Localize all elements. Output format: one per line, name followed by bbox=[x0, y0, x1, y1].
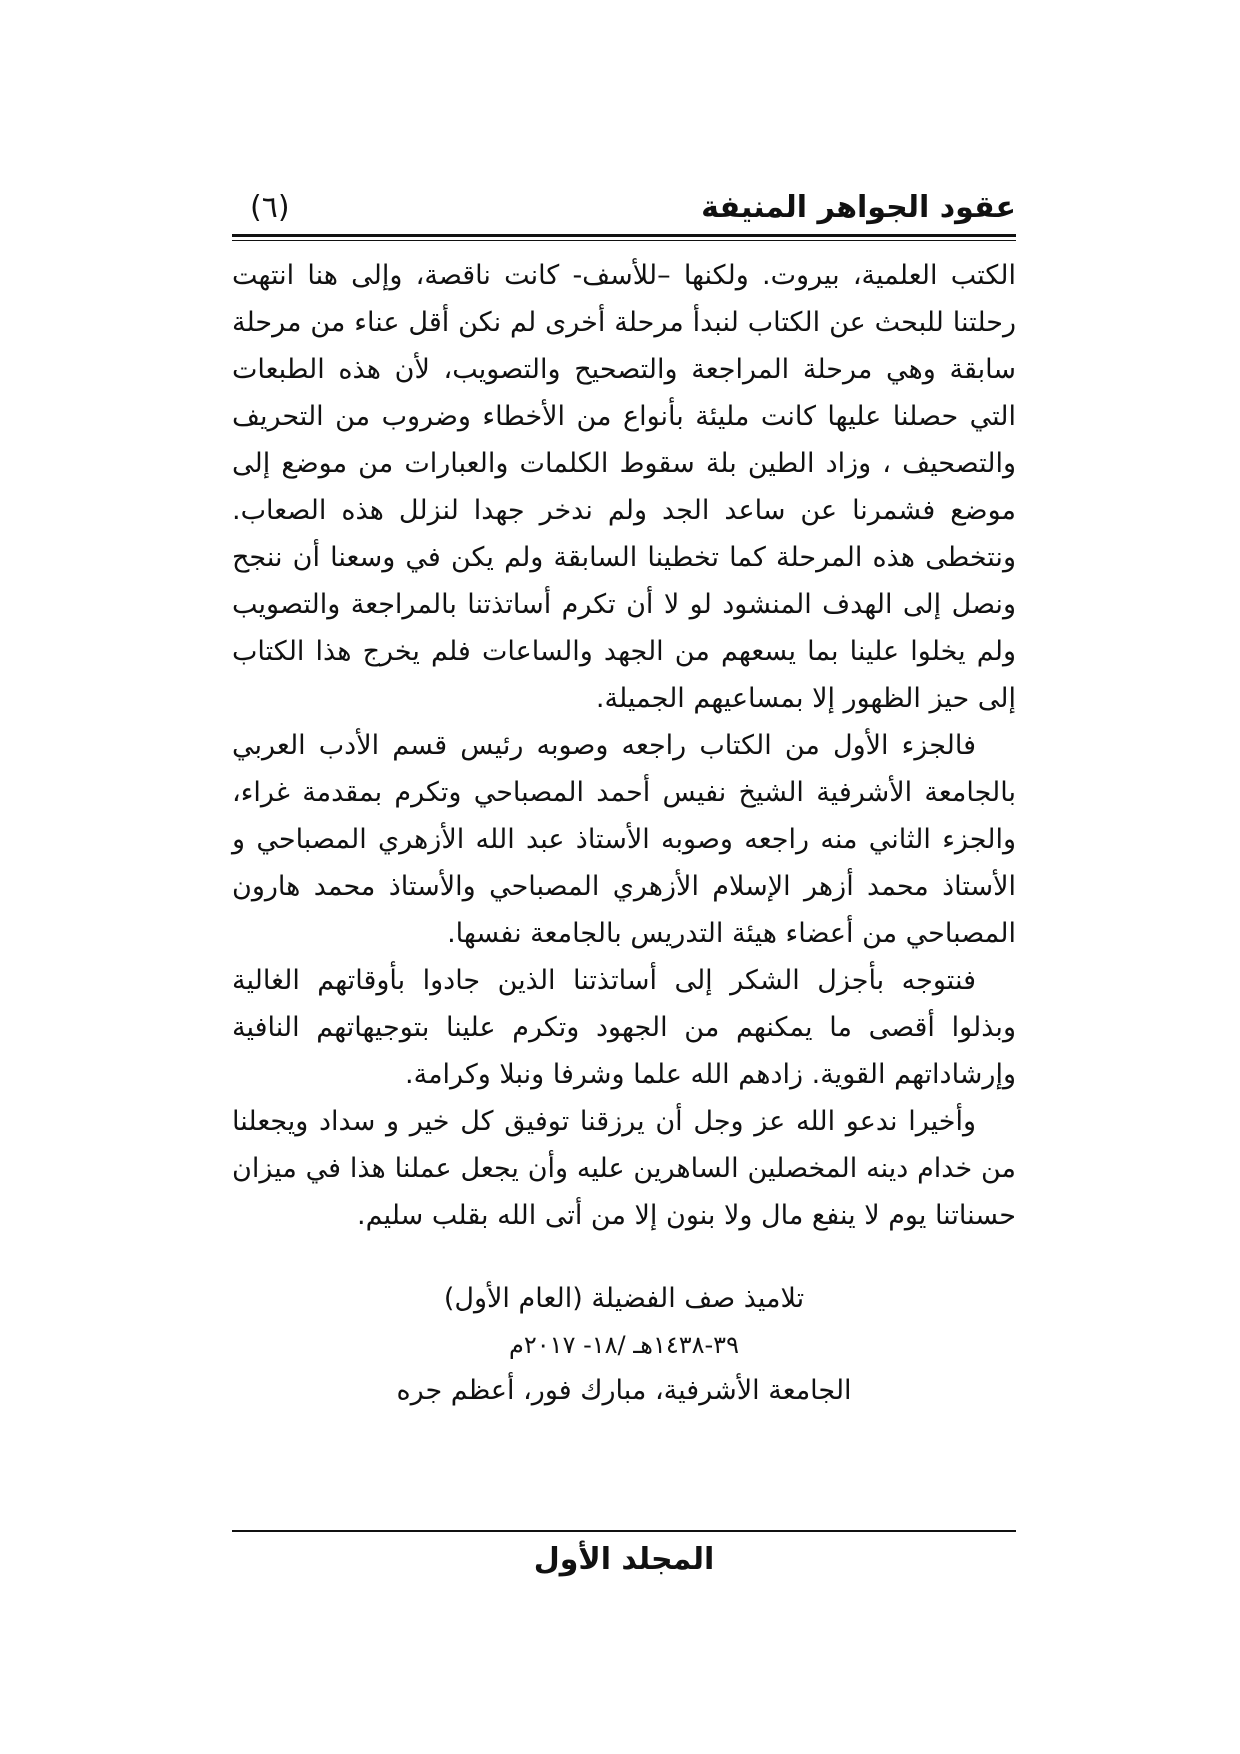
footer-rule bbox=[232, 1530, 1016, 1532]
signature-block bbox=[232, 1276, 1016, 1414]
body-text bbox=[232, 252, 1016, 1239]
signature-place: الجامعة الأشرفية، مبارك فور، أعظم جره bbox=[396, 1375, 852, 1406]
volume-label: المجلد الأول bbox=[533, 1542, 715, 1577]
paragraph: فنتوجه بأجزل الشكر إلى أساتذتنا الذين جادوا بأوقاتهم الغالية وبذلوا أقصى ما يمكنهم من الجهود وتكرم علينا بتوجيهاتهم النافية وإرشاداتهم القوية. زادهم الله علما وشرفا ونبلا وكرامة. bbox=[232, 965, 1016, 1090]
header-rule-thick bbox=[232, 234, 1016, 237]
paragraph: وأخيرا ندعو الله عز وجل أن يرزقنا توفيق كل خير و سداد ويجعلنا من خدام دينه المخصلين الساهرين عليه وأن يجعل عملنا هذا في ميزان حسناتنا يوم لا ينفع مال ولا بنون إلا من أتى الله بقلب سليم. bbox=[232, 1106, 1016, 1231]
page-number: (٦) bbox=[250, 190, 290, 225]
page-header bbox=[232, 185, 1016, 231]
book-title: عقود الجواهر المنيفة bbox=[701, 190, 1016, 225]
paragraph: فالجزء الأول من الكتاب راجعه وصوبه رئيس قسم الأدب العربي بالجامعة الأشرفية الشيخ نفيس أحمد المصباحي وتكرم بمقدمة غراء، والجزء الثاني منه راجعه وصوبه الأستاذ عبد الله الأزهري المصباحي و الأستاذ محمد أزهر الإسلام الأزهري المصباحي والأستاذ محمد هارون المصباحي من أعضاء هيئة التدريس بالجامعة نفسها. bbox=[232, 730, 1016, 949]
signature-date: ٣٩-١٤٣٨هـ /١٨- ٢٠١٧م bbox=[509, 1331, 739, 1359]
paragraph: الكتب العلمية، بيروت. ولكنها –للأسف- كانت ناقصة، وإلى هنا انتهت رحلتنا للبحث عن الكتاب لنبدأ مرحلة أخرى لم نكن أقل عناء من مرحلة سابقة وهي مرحلة المراجعة والتصحيح والتصويب، لأن هذه الطبعات التي حصلنا عليها كانت مليئة بأنواع من الأخطاء وضروب من التحريف والتصحيف ، وزاد الطين بلة سقوط الكلمات والعبارات من موضع إلى موضع فشمرنا عن ساعد الجد ولم ندخر جهدا لنزلل هذه الصعاب. ونتخطى هذه المرحلة كما تخطينا السابقة ولم يكن في وسعنا أن ننجح ونصل إلى الهدف المنشود لو لا أن تكرم أساتذتنا بالمراجعة والتصويب ولم يخلوا علينا بما يسعهم من الجهد والساعات فلم يخرج هذا الكتاب إلى حيز الظهور إلا بمساعيهم الجميلة. bbox=[232, 260, 1016, 714]
signature-authors: تلاميذ صف الفضيلة (العام الأول) bbox=[443, 1283, 805, 1314]
header-rule-thin bbox=[232, 240, 1016, 241]
